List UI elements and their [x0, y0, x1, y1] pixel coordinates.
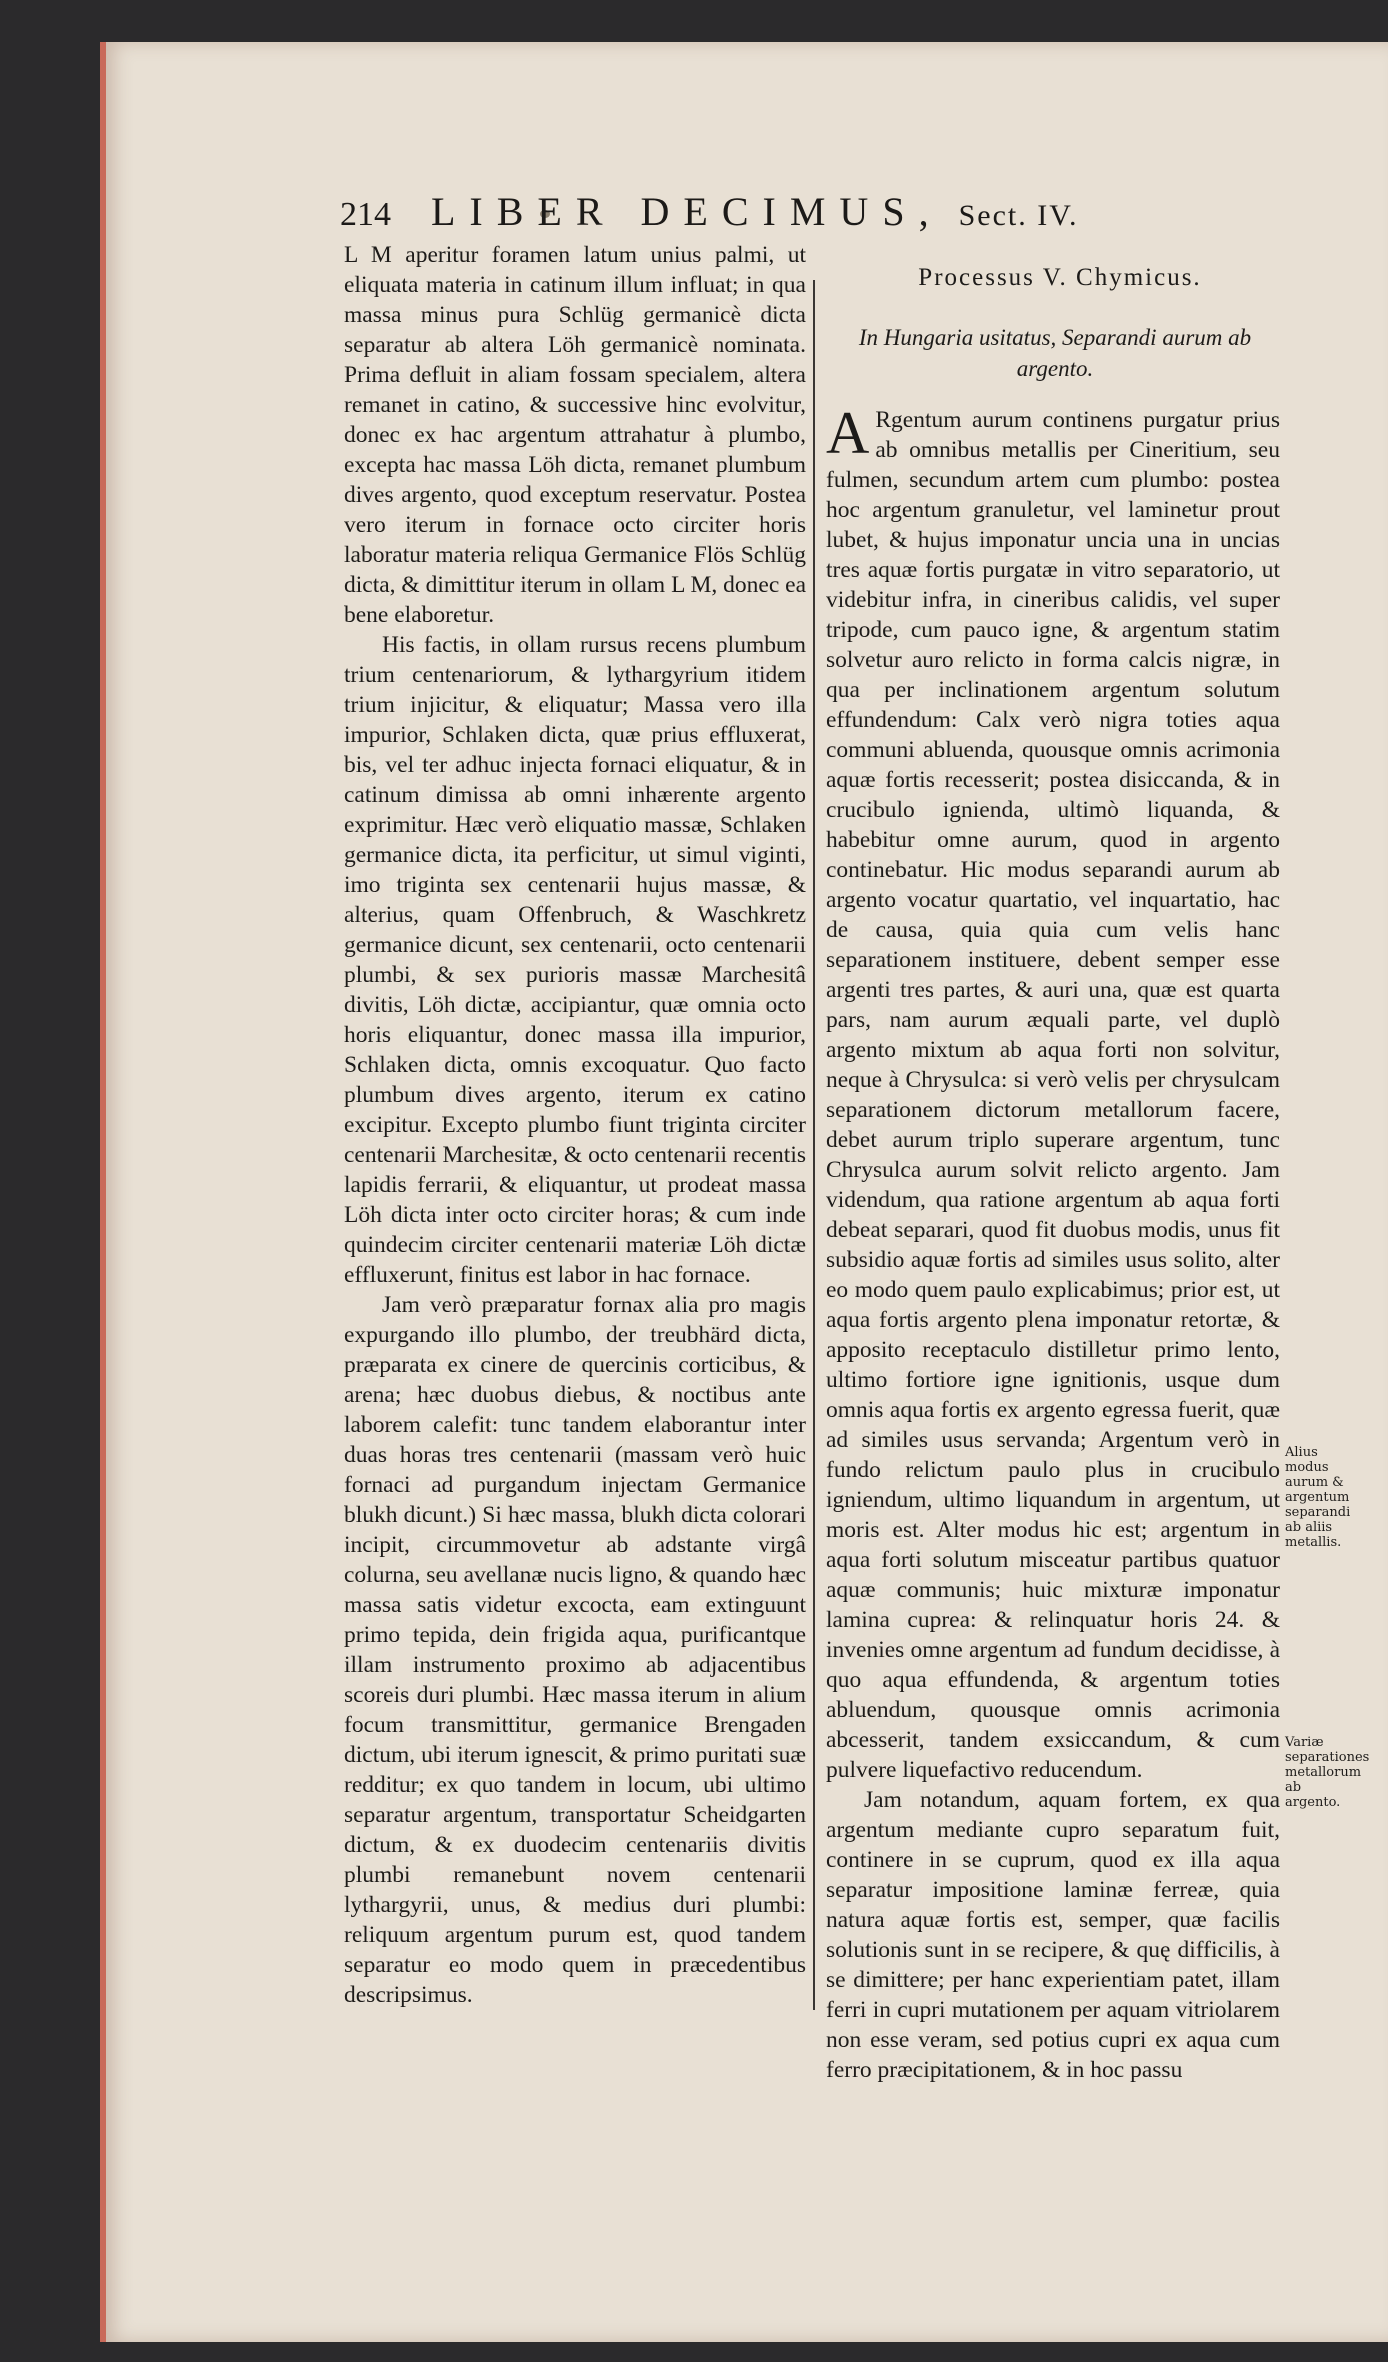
running-header — [340, 188, 1340, 238]
paragraph-text: Rgentum aurum continens purgatur prius ab omnibus metallis per Cineritium, seu fulmen, secundum artem cum plumbo: postea hoc argentum granuletur, vel laminetur prout lubet, & hujus imponatur uncia una in uncias tres aquæ fortis purgatæ in vitro separatorio, ut videbitur infra, in cineribus calidis, vel super tripode, cum pauco igne, & argentum statim solvetur auro relicto in forma calcis nigræ, in qua per inclinationem argentum solutum effundendum: Calx verò nigra toties aqua communi abluenda, quousque omnis acrimonia aquæ fortis recesserit; postea disiccanda, & in crucibulo igniendа, ultimò liquanda, & habebitur omne aurum, quod in argento continebatur. Hic modus separandi aurum ab argento vocatur quartatio, vel inquartatio, hac de causa, quia quia cum velis hanc separationem instituere, debent semper esse argenti tres partes, & auri una, quæ est quarta pars, nam aurum æquali parte, vel duplò argento mixtum ab aqua forti non solvitur, neque à Chrysulca: si verò velis per chrysulcam separationem dictorum metallorum facere, debet aurum triplo superare argentum, tunc Chrysulca aurum solvit relicto argento. Jam videndum, qua ratione argentum ab aqua forti debeat separari, quod fit duobus modis, unus fit subsidio aquæ fortis ad similes usus solito, alter eo modo quem paulo explicabimus; prior est, ut aqua fortis argento plena imponatur retortæ, & apposito receptaculo distilletur primo lento, ultimo fortiore igne ignitionis, usque dum omnis aqua fortis ex argento egressa fuerit, quæ ad similes usus servanda; Argentum verò in fundo relictum paulo plus in crucibulo igniendum, ultimo liquandum in argentum, ut moris est. Alter modus hic est; argentum in aqua forti solutum misceatur partibus quatuor aquæ communis; huic mixturæ imponatur lamina cuprea: & relinquatur horis 24. & invenies omne argentum ad fundum decidisse, à quo aqua effundenda, & argentum toties abluendum, quousque omnis acrimonia abcesserit, tandem exsiccandum, & cum pulvere liquefactivo reducendum. — [826, 407, 1280, 1783]
right-text-column — [826, 400, 1280, 2083]
paragraph: His factis, in ollam rursus recens plumbum trium centenariorum, & lythargyrium itidem trium injicitur, & eliquatur; Massa vero illa impurior, Schlaken dicta, quæ prius effluxerat, bis, vel ter adhuc injecta fornaci eliquatur, & in catinum dimissa ab omni inhærente argento exprimitur. Hæc verò eliquatio massæ, Schlaken germanice dicta, ita perficitur, ut simul viginti, imo triginta sex centenarii hujus massæ, & alterius, quam Offenbruch, & Waschkretz germanice dicunt, sex centenarii, octo centenarii plumbi, & sex purioris massæ Marchesitâ divitis, Löh dictæ, accipiantur, quæ omnia octo horis eliquantur, donec massa illa impurior, Schlaken dicta, omnis excoquatur. Quo facto plumbum dives argento, iterum ex catino excipitur. Excepto plumbo fiunt triginta circiter centenarii Marchesitæ, & octo centenarii recentis lapidis ferrarii, & eliquantur, ut prodeat massa Löh dicta inter octo circiter horas; & cum inde quindecim circiter centenarii materiæ Löh dictæ effluxerunt, finitus est labor in hac fornace. — [344, 632, 806, 1288]
paragraph — [826, 400, 1280, 1785]
paragraph: L M aperitur foramen latum unius palmi, ut eliquata materia in catinum illum influat; in qua massa minus pura Schlüg germanicè dicta separatur ab altera Löh germanicè nominata. Prima defluit in aliam fossam specialem, altera remanet in catino, & successive hinc evolvitur, donec ex hac argentum attrahatur à plumbo, excepta hac massa Löh dicta, remanet plumbum dives argento, quod exceptum reservatur. Postea vero iterum in fornace octo circiter horis laboratur materia reliqua Germanice Flös Schlüg dicta, & dimittitur iterum in ollam L M, donec ea bene elaboretur. — [344, 242, 806, 628]
column-divider — [813, 280, 815, 2010]
margin-note: Variæ separationes metallorum ab argento. — [1285, 1735, 1370, 1810]
page-number: 214 — [340, 196, 391, 233]
margin-note: Alius modus aurum & argentum separandi ab aliis metallis. — [1285, 1445, 1351, 1550]
paragraph: Jam verò præparatur fornax alia pro magis expurgando illo plumbo, der treubhärd dicta, præparata ex cinere de quercinis corticibus, & arena; hæc duobus diebus, & noctibus ante laborem calefit: tunc tandem elaborantur inter duas horas tres centenarii (massam verò huic fornaci ad purgandum injectam Germanice blukh dicunt.) Si hæc massa, blukh dicta colorari incipit, circummovetur ab adstante virgâ colurna, seu avellanæ nucis ligno, & quando hæc massa satis videtur excocta, eam extinguunt primo tepida, dein frigida aqua, purificantque illam instrumento proximo ab adjacentibus scoreis duri plumbi. Hæc massa iterum in alium focum transmittitur, germanice Brengaden dictum, ubi iterum ignescit, & primo puritati suæ redditur; ex quo tandem in locum, ubi ultimo separatur argentum, transportatur Scheidgarten dictum, & ex duodecim centenariis divitis plumbi remanebunt novem centenarii lythargyrii, unus, & medius duri plumbi: reliquum argentum purum est, quod tandem separatur eo modo quem in præcedentibus descripsimus. — [344, 1292, 806, 2008]
left-text-column — [344, 240, 806, 2020]
book-title: LIBER DECIMUS, — [431, 189, 943, 234]
drop-cap: A — [826, 400, 870, 466]
process-heading: Processus V. Chymicus. — [918, 264, 1202, 291]
section-label: Sect. IV. — [958, 199, 1079, 232]
process-subheading: In Hungaria usitatus, Separandi aurum ab argento. — [858, 325, 1252, 381]
paragraph: Jam notandum, aquam fortem, ex qua argentum mediante cupro separatum fuit, continere in se cuprum, quod ex illa aqua separatur impositione laminæ ferreæ, quia natura aquæ fortis est, semper, quæ facilis solutionis sunt in se recipere, & quę difficilis, à se dimittere; per hanc experientiam patet, illam ferri in cupri mutationem per aquam vitriolarem non esse veram, sed potius cupri ex aqua cum ferro præcipitationem, & in hoc passu — [826, 1787, 1280, 2083]
